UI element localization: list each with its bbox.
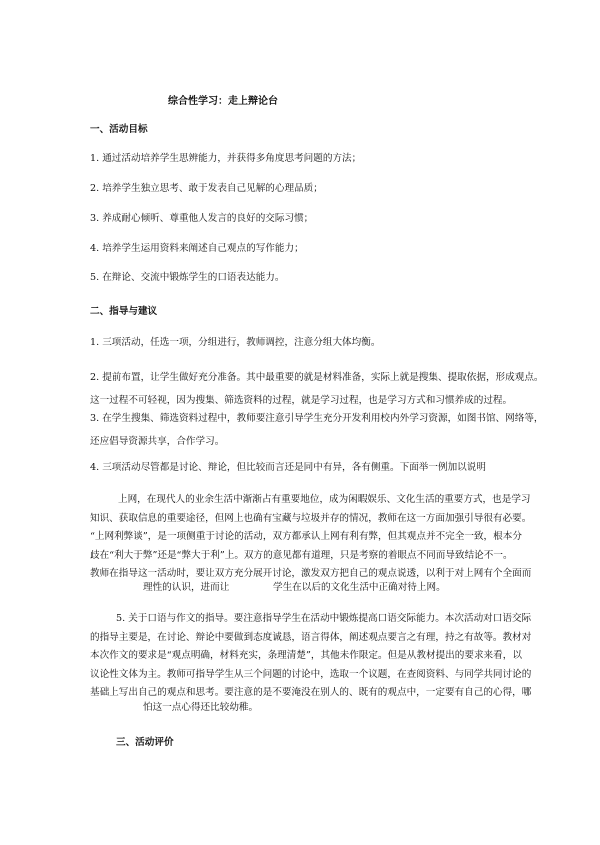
goal-item: 5. 在辩论、交流中锻炼学生的口语表达能力。 [90, 272, 285, 283]
paragraph-line: 本次作文的要求是“观点明确，材料充实，条理清楚”，其他未作限定。但是从教材提出的要求来看，以 [90, 650, 522, 661]
paragraph-line: 3. 在学生搜集、筛选资料过程中，教师要注意引导学生充分开发利用校内外学习资源，如图书馆、网络等， [90, 413, 544, 424]
goal-item: 2. 培养学生独立思考、敢于发表自己见解的心理品质； [90, 183, 323, 194]
guidance-paragraph-5 [90, 610, 532, 703]
paragraph-line: 还应倡导资源共享，合作学习。 [90, 435, 225, 447]
paragraph-line: 的指导主要是，在讨论、辩论中要做到态度诚恳，语言得体，阐述观点要言之有理，持之有故等。教材对 [90, 631, 532, 643]
paragraph-line: 这一过程不可轻视，因为搜集、筛选资料的过程，就是学习过程，也是学习方式和习惯养成的过程。 [90, 394, 513, 406]
guidance-paragraph-1: 1. 三项活动，任选一项，分组进行，教师调控，注意分组大体均衡。 [90, 337, 381, 348]
goal-item: 1. 通过活动培养学生思辨能力，并获得多角度思考问题的方法； [90, 153, 362, 164]
section-heading-guidance: 二、指导与建议 [90, 306, 158, 317]
paragraph-line: 教师在指导这一活动时，要让双方充分展开讨论，激发双方把自己的观点说透，以利于对上网有个全面而 [90, 568, 532, 579]
paragraph-line: 基础上写出自己的观点和思考。要注意的是不要淹没在别人的、既有的观点中，一定要有自己的心得，哪 [90, 687, 532, 698]
paragraph-line: “上网利弊谈”，是一项侧重于讨论的活动，双方都承认上网有利有弊，但其观点并不完全一致，根本分 [90, 531, 522, 542]
paragraph-line: 上网，在现代人的业余生活中渐渐占有重要地位，成为闲暇娱乐、文化生活的重要方式，也是学习 [118, 494, 531, 505]
paragraph-last-line: 怕这一点心得还比较幼稚。 [143, 702, 259, 713]
page-title: 综合性学习：走上辩论台 [168, 96, 278, 107]
guidance-paragraph-4: 4. 三项活动尽管都是讨论、辩论，但比较而言还是同中有异，各有侧重。下面举一例加以说明 [90, 462, 486, 473]
guidance-paragraph-2 [90, 367, 544, 412]
section-heading-goals: 一、活动目标 [90, 124, 148, 135]
paragraph-line: 5. 关于口语与作文的指导。要注意指导学生在活动中锻炼提高口语交际能力。本次活动对口语交际 [116, 613, 532, 624]
guidance-paragraph-3 [90, 408, 544, 453]
paragraph-line: 歧在“利大于弊”还是“弊大于利”上。双方的意见都有道理，只是考察的着眼点不同而导致结论不一。 [90, 549, 513, 561]
paragraph-line: 2. 提前布置，让学生做好充分准备。其中最重要的就是材料准备，实际上就是搜集、提取依据，形成观点。 [90, 372, 544, 383]
example-line-part: 学生在以后的文化生活中正确对待上网。 [273, 582, 446, 593]
goal-item: 4. 培养学生运用资料来阐述自己观点的写作能力； [90, 243, 304, 254]
paragraph-line: 知识、获取信息的重要途径，但网上也确有宝藏与垃圾并存的情况，教师在这一方面加强引导很有必要。 [90, 512, 532, 524]
example-line-part: 理性的认识，进而让 [143, 582, 230, 593]
section-heading-evaluation: 三、活动评价 [116, 737, 174, 748]
goal-item: 3. 养成耐心倾听、尊重他人发言的良好的交际习惯； [90, 213, 314, 224]
paragraph-line: 议论性文体为主。教师可指导学生从三个问题的讨论中，选取一个议题，在查阅资料、与同学共同讨论的 [90, 668, 532, 680]
example-paragraph [90, 491, 532, 584]
